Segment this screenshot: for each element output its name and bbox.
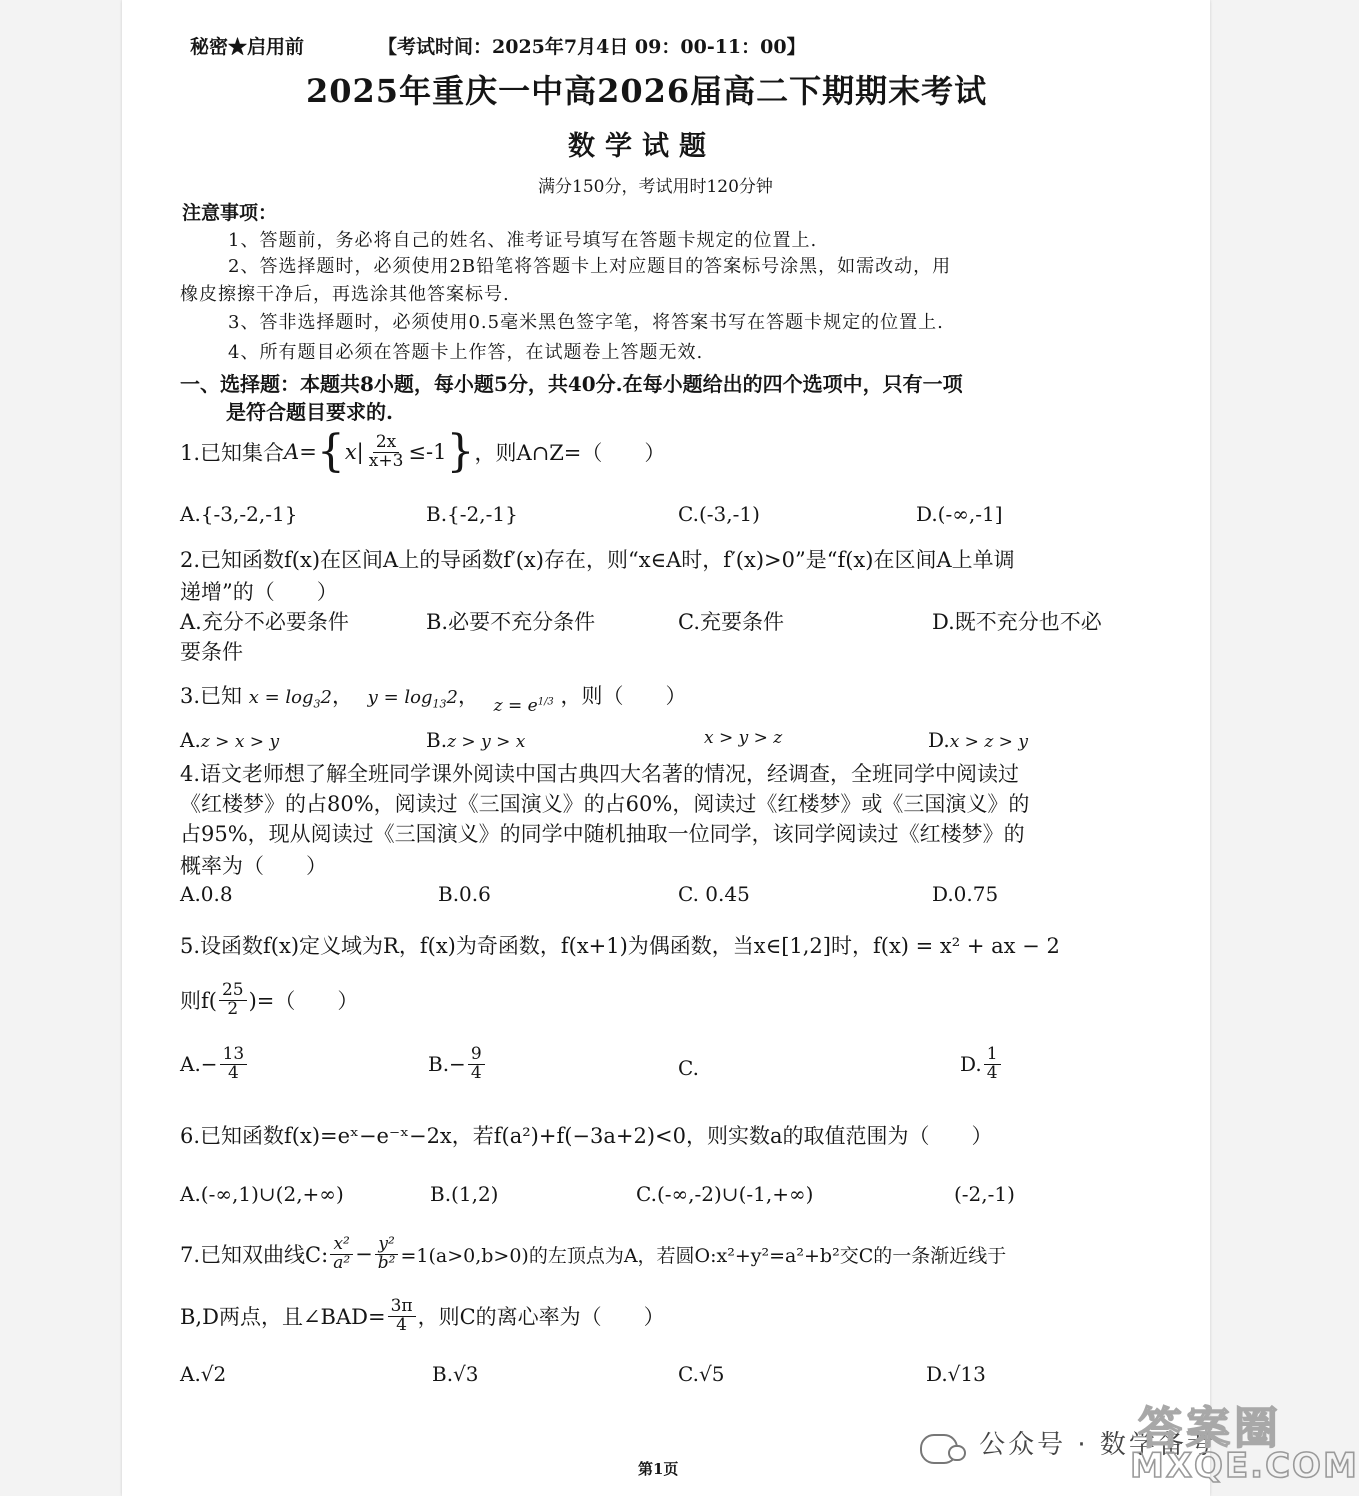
q7-line2-prefix: B,D两点，且∠BAD=	[180, 1305, 386, 1330]
q7-line2-suffix: ，则C的离心率为（ ）	[417, 1305, 665, 1330]
option-d	[960, 1046, 1003, 1083]
q7-y-fraction	[375, 1236, 399, 1273]
notes-title: 注意事项：	[182, 202, 278, 224]
option-c: C.(-3,-1)	[678, 502, 760, 526]
option-b: B.必要不充分条件	[426, 610, 596, 634]
option-b: B.0.6	[438, 882, 491, 906]
q3-x-log: x = log	[248, 687, 314, 708]
q1-suffix: ，则A∩Z=（ ）	[474, 441, 666, 465]
option-a: A.充分不必要条件	[180, 610, 349, 634]
q1-condition: ≤-1	[408, 440, 447, 464]
option-b: B.{-2,-1}	[426, 502, 518, 526]
note-item: 1、答题前，务必将自己的姓名、准考证号填写在答题卡规定的位置上.	[228, 230, 818, 251]
q5-fraction	[219, 982, 247, 1019]
question-4: 4.语文老师想了解全班同学课外阅读中国古典四大名著的情况，经调查，全班同学中阅读过	[180, 762, 1020, 786]
option-d: D.(-∞,-1]	[916, 502, 1003, 526]
exam-page	[122, 0, 1359, 1496]
secret-label: 秘密★启用前	[190, 36, 305, 58]
section-heading-cont: 是符合题目要求的.	[226, 400, 393, 424]
option-a-fraction	[220, 1046, 248, 1083]
option-d-label: D.	[960, 1052, 982, 1077]
option-c: C.(-∞,-2)∪(-1,+∞)	[636, 1182, 814, 1206]
q7-angle-numerator: 3π	[388, 1298, 416, 1317]
question-4-cont: 占95%，现从阅读过《三国演义》的同学中随机抽取一位同学，该同学阅读过《红楼梦》的	[180, 822, 1025, 846]
question-6: 6.已知函数f(x)=eˣ−e⁻ˣ−2x，若f(a²)+f(−3a+2)<0，则实数a的取值范围为（ ）	[180, 1124, 993, 1148]
q3-z-base: z = e	[493, 696, 538, 716]
question-3: 3.已知 $x = \log_32$， $y = \log_{13}2$， $_{z = e^{1/3}}$ ，则（ ）	[180, 684, 687, 716]
question-5: 5.设函数f(x)定义域为R，f(x)为奇函数，f(x+1)为偶函数，当x∈[1,2]时，f(x) = x² + ax − 2	[180, 934, 1060, 958]
q3-z	[494, 696, 554, 716]
q1-prefix: 1.已知集合	[180, 441, 285, 465]
option-c: C.	[678, 1056, 699, 1080]
option-b-numerator: 9	[468, 1046, 485, 1065]
option-a-expr: z > x > y	[200, 732, 280, 752]
option-d: (-2,-1)	[954, 1182, 1015, 1206]
exam-time: 【考试时间：2025年7月4日 09：00-11：00】	[378, 36, 806, 58]
q1-denominator: x+3	[368, 450, 404, 471]
watermark-stamp: 答案圈	[1138, 1403, 1282, 1454]
option-b-label: B.−	[428, 1052, 466, 1077]
option-c: C.√5	[678, 1362, 725, 1386]
option-d-denominator: 4	[986, 1062, 998, 1083]
option-a: A.(-∞,1)∪(2,+∞)	[180, 1182, 344, 1206]
option-b: B.(1,2)	[430, 1182, 499, 1206]
q7-minus: −	[355, 1242, 373, 1267]
option-a: A.√2	[180, 1362, 227, 1386]
option-d: D.√13	[926, 1362, 986, 1386]
question-7	[180, 1236, 1006, 1273]
option-c: x > y > z	[704, 728, 783, 748]
q5-suffix: )=（ ）	[248, 989, 359, 1014]
note-item: 3、答非选择题时，必须使用0.5毫米黑色签字笔，将答案书写在答题卡规定的位置上.	[228, 312, 944, 333]
option-a-numerator: 13	[220, 1046, 248, 1065]
q1-numerator: 2x	[373, 434, 399, 453]
q3-x-arg: 2	[320, 687, 332, 708]
option-d-label: D.	[928, 728, 950, 752]
question-7-cont	[180, 1298, 665, 1335]
option-d	[928, 728, 1028, 752]
option-a-label: A.−	[180, 1052, 218, 1077]
note-item: 橡皮擦擦干净后，再选涂其他答案标号.	[180, 284, 510, 305]
q7-x-numerator: x²	[330, 1236, 352, 1255]
q3-x-base: 3	[313, 697, 321, 711]
q3-prefix: 3.已知	[180, 684, 243, 708]
note-item: 2、答选择题时，必须使用2B铅笔将答题卡上对应题目的答案标号涂黑，如需改动，用	[228, 256, 952, 277]
q3-y-base: 13	[432, 697, 447, 711]
left-brace-icon: {	[316, 426, 345, 477]
watermark-site: MXQE.COM	[1130, 1446, 1359, 1486]
option-a-denominator: 4	[227, 1062, 239, 1083]
question-5-cont	[180, 982, 358, 1019]
q3-y-arg: 2	[446, 687, 458, 708]
option-a: A.0.8	[180, 882, 233, 906]
q3-x	[248, 687, 332, 711]
option-c: C.充要条件	[678, 610, 784, 634]
q7-x-denominator: a²	[333, 1252, 351, 1273]
option-a-label: A.	[180, 728, 201, 752]
right-brace-icon: }	[446, 426, 475, 477]
question-4-cont: 《红楼梦》的占80%，阅读过《三国演义》的占60%，阅读过《红楼梦》或《三国演义》的	[180, 792, 1030, 816]
q7-angle-fraction	[388, 1298, 416, 1335]
option-b-expr: z > y > x	[447, 732, 526, 752]
q5-numerator: 25	[219, 982, 247, 1001]
q7-y-numerator: y²	[375, 1236, 397, 1255]
q1-var: x|	[344, 440, 364, 464]
question-2-cont: 递增”的（ ）	[180, 580, 338, 604]
wechat-icon	[920, 1434, 958, 1464]
option-c: C. 0.45	[678, 882, 750, 906]
exam-meta: 满分150分，考试用时120分钟	[538, 177, 773, 197]
question-2: 2.已知函数f(x)在区间A上的导函数f′(x)存在，则“x∈A时，f′(x)>0”是“f(x)在区间A上单调	[180, 548, 1015, 572]
q5-denominator: 2	[227, 998, 239, 1019]
option-a	[180, 1046, 249, 1083]
q7-y-denominator: b²	[377, 1252, 396, 1273]
q7-mid: =1(a>0,b>0)的左顶点为A，若圆O:x²+y²=a²+b²交C的一条渐近线于	[400, 1244, 1007, 1267]
option-d: D.既不充分也不必	[932, 610, 1102, 634]
option-d-numerator: 1	[984, 1046, 1001, 1065]
option-a: A.{-3,-2,-1}	[180, 502, 298, 526]
q3-z-exp: 1/3	[537, 696, 554, 708]
option-b	[428, 1046, 487, 1083]
watermark-text: 公众号 · 数学备考	[979, 1430, 1216, 1460]
option-b-fraction	[468, 1046, 485, 1083]
page-number: 第1页	[638, 1460, 679, 1478]
option-b-label: B.	[426, 728, 448, 752]
option-a	[180, 728, 279, 752]
page-title: 2025年重庆一中高2026届高二下期期末考试	[306, 72, 988, 110]
q3-suffix: ，则（ ）	[560, 684, 687, 708]
option-b-denominator: 4	[470, 1062, 482, 1083]
q1-fraction	[366, 431, 407, 471]
q7-angle-denominator: 4	[396, 1314, 407, 1335]
option-d: D.0.75	[932, 882, 999, 906]
page-subtitle: 数学试题	[568, 131, 716, 162]
question-1	[180, 426, 666, 477]
option-d-fraction	[984, 1046, 1001, 1083]
section-heading: 一、选择题：本题共8小题，每小题5分，共40分.在每小题给出的四个选项中，只有一项	[180, 372, 963, 396]
q7-x-fraction	[330, 1236, 353, 1273]
option-d-cont: 要条件	[180, 640, 243, 664]
option-b	[426, 728, 525, 752]
question-4-cont: 概率为（ ）	[180, 854, 327, 878]
option-b: B.√3	[432, 1362, 479, 1386]
q3-y-log: y = log	[367, 687, 433, 708]
note-item: 4、所有题目必须在答题卡上作答，在试题卷上答题无效.	[228, 342, 704, 363]
option-d-expr: x > z > y	[949, 732, 1028, 752]
q7-prefix: 7.已知双曲线C:	[180, 1243, 329, 1268]
q3-y	[367, 687, 458, 711]
q1-set-name: A=	[284, 440, 317, 464]
q5-prefix: 则f(	[180, 989, 217, 1014]
